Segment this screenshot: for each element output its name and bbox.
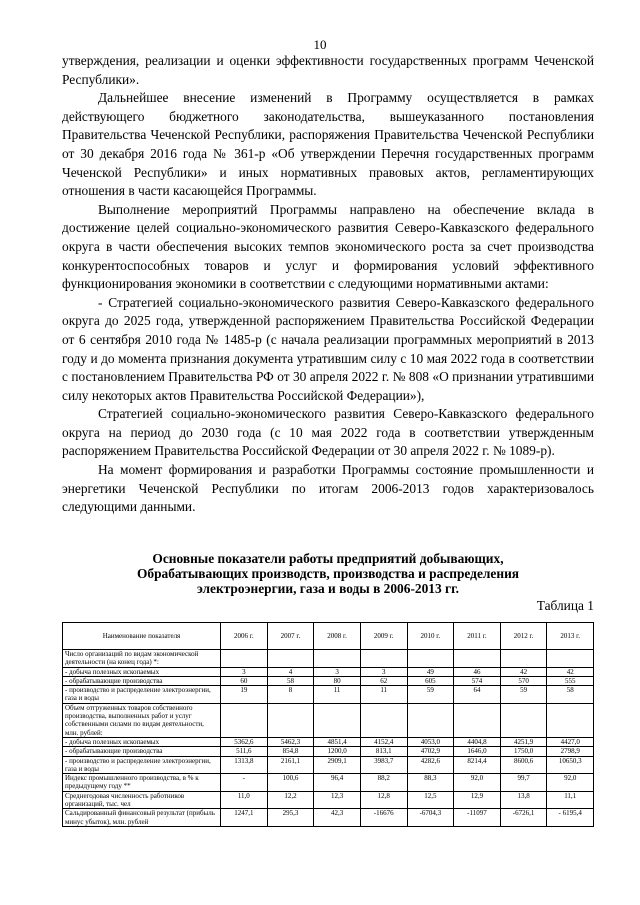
row-label: - добыча полезных ископаемых [63, 737, 221, 746]
table-cell: 1646,0 [454, 747, 501, 756]
table-row [63, 791, 594, 809]
column-header-year: 2007 г. [267, 623, 314, 650]
table-cell: 92,0 [454, 774, 501, 792]
table-cell: 605 [407, 676, 454, 685]
table-header-row [63, 623, 594, 650]
table-cell: 1200,0 [314, 747, 361, 756]
row-label: Число организаций по видам экономической деятельности (на конец года) *: [63, 650, 221, 668]
table-cell: 96,4 [314, 774, 361, 792]
table-cell: 2161,1 [267, 756, 314, 774]
row-label: - добыча полезных ископаемых [63, 667, 221, 676]
table-cell: 88,3 [407, 774, 454, 792]
table-cell: 3983,7 [360, 756, 407, 774]
table-cell: 8600,6 [500, 756, 547, 774]
column-header-year: 2006 г. [221, 623, 268, 650]
table-cell: 570 [500, 676, 547, 685]
table-row [63, 756, 594, 774]
table-cell: 4251,9 [500, 737, 547, 746]
table-cell: 4 [267, 667, 314, 676]
table-cell: 854,8 [267, 747, 314, 756]
table-cell: 100,6 [267, 774, 314, 792]
table-cell: 5462,3 [267, 737, 314, 746]
table-cell: 1313,8 [221, 756, 268, 774]
table-row [63, 667, 594, 676]
table-cell [547, 703, 594, 737]
table-cell: 58 [267, 676, 314, 685]
column-header-year: 2009 г. [360, 623, 407, 650]
table-cell: -16676 [360, 809, 407, 827]
table-cell: 49 [407, 667, 454, 676]
table-cell [267, 650, 314, 668]
table-cell: 8214,4 [454, 756, 501, 774]
table-cell [454, 703, 501, 737]
table-caption: Таблица 1 [536, 598, 594, 613]
table-row [63, 809, 594, 827]
table-cell: 1750,0 [500, 747, 547, 756]
table-cell: 92,0 [547, 774, 594, 792]
table-title-line: электроэнергии, газа и воды в 2006-2013 гг. [196, 581, 460, 596]
table-cell: 813,1 [360, 747, 407, 756]
table-cell: 4702,9 [407, 747, 454, 756]
table-cell: 88,2 [360, 774, 407, 792]
table-cell [314, 650, 361, 668]
paragraph: На момент формирования и разработки Программы состояние промышленности и энергетики Чеченской Республики по итогам 2006-2013 годов характеризовалось следующими данными. [62, 462, 594, 515]
paragraph: Выполнение мероприятий Программы направлено на обеспечение вклада в достижение целей социально-экономического развития Северо-Кавказского федерального округа в части обеспечения высоких темпов экономического роста за счет производства конкурентоспособных товаров и услуг и формирования условий эффективного функционирования экономики в соответствии с следующими нормативными актами: [62, 201, 594, 292]
paragraph: - Стратегией социально-экономического развития Северо-Кавказского федерального округа до 2025 года, утвержденной распоряжением Правительства Российской Федерации от 6 сентября 2010 года № 1485-р (с начала реализации программных мероприятий в 2013 году и до момента признания документа утратившим силу с 10 мая 2022 года в соответствии с постановлением Правительства РФ от 30 апреля 2022 г. № 808 «О признании утратившими силу некоторых актов Правительства Российской Федерации»), [62, 294, 594, 403]
table-cell: 4427,0 [547, 737, 594, 746]
table-cell: 60 [221, 676, 268, 685]
table-cell [360, 703, 407, 737]
table-cell [500, 650, 547, 668]
column-header-year: 2013 г. [547, 623, 594, 650]
table-cell: 42 [500, 667, 547, 676]
row-label: - производство и распределение электроэнергии, газа и воды [63, 756, 221, 774]
table-cell: 4851,4 [314, 737, 361, 746]
table-cell: 12,9 [454, 791, 501, 809]
table-cell: 62 [360, 676, 407, 685]
table-cell: 8 [267, 686, 314, 704]
indicators-table [62, 622, 594, 827]
table-cell [407, 703, 454, 737]
table-cell: 99,7 [500, 774, 547, 792]
table-title-line: Основные показатели работы предприятий добывающих, [152, 551, 504, 566]
table-cell: 12,5 [407, 791, 454, 809]
table-cell: 13,8 [500, 791, 547, 809]
table-cell [221, 703, 268, 737]
paragraph: Стратегией социально-экономического развития Северо-Кавказского федерального округа на период до 2030 года (с 10 мая 2022 года в соответствии утвержденным распоряжением Правительства Российской Федерации от 30 апреля 2022 г. № 1089-р). [62, 406, 594, 459]
column-header-year: 2010 г. [407, 623, 454, 650]
table-row [63, 650, 594, 668]
table-row [63, 676, 594, 685]
table-cell [407, 650, 454, 668]
column-header-indicator: Наименование показателя [63, 623, 221, 650]
table-cell: 4282,6 [407, 756, 454, 774]
table-title-line: Обрабатывающих производств, производства и распределения [136, 566, 520, 581]
table-cell: 2798,9 [547, 747, 594, 756]
table-cell: 46 [454, 667, 501, 676]
table-cell: 5362,6 [221, 737, 268, 746]
table-cell: 59 [500, 686, 547, 704]
table-cell [267, 703, 314, 737]
page-number: 10 [313, 37, 327, 52]
table-cell [314, 703, 361, 737]
table-cell: 3 [314, 667, 361, 676]
table-cell: 574 [454, 676, 501, 685]
table-cell: 80 [314, 676, 361, 685]
row-label: - обрабатывающие производства [63, 676, 221, 685]
table-cell: 295,3 [267, 809, 314, 827]
row-label: - обрабатывающие производства [63, 747, 221, 756]
table-cell: 64 [454, 686, 501, 704]
table-cell: 11,1 [547, 791, 594, 809]
table-cell: 511,6 [221, 747, 268, 756]
table-cell: 4152,4 [360, 737, 407, 746]
table-cell: 12,2 [267, 791, 314, 809]
table-cell: 3 [360, 667, 407, 676]
table-title [62, 551, 594, 596]
table-cell: 2909,1 [314, 756, 361, 774]
table-cell: 10650,3 [547, 756, 594, 774]
row-label: Сальдированный финансовый результат (прибыль минус убыток), млн. рублей [63, 809, 221, 827]
column-header-year: 2008 г. [314, 623, 361, 650]
table-row [63, 686, 594, 704]
row-label: Объем отгруженных товаров собственного производства, выполненных работ и услуг собственными силами по видам деятельности, млн. рублей: [63, 703, 221, 737]
table-cell: 3 [221, 667, 268, 676]
table-cell: -11097 [454, 809, 501, 827]
table-cell: 11 [314, 686, 361, 704]
row-label: - производство и распределение электроэнергии, газа и воды [63, 686, 221, 704]
table-cell [547, 650, 594, 668]
table-cell: -6704,3 [407, 809, 454, 827]
table-cell: 42,3 [314, 809, 361, 827]
paragraph: утверждения, реализации и оценки эффективности государственных программ Чеченской Республики». [62, 53, 594, 87]
table-cell: 555 [547, 676, 594, 685]
row-label: Индекс промышленного производства, в % к предыдущему году ** [63, 774, 221, 792]
table-cell: 58 [547, 686, 594, 704]
column-header-year: 2012 г. [500, 623, 547, 650]
table-cell: 4053,0 [407, 737, 454, 746]
table-cell [500, 703, 547, 737]
table-cell: 11,0 [221, 791, 268, 809]
table-row [63, 737, 594, 746]
table-cell [454, 650, 501, 668]
table-cell [360, 650, 407, 668]
table-cell: 42 [547, 667, 594, 676]
table-cell: 4404,8 [454, 737, 501, 746]
table-cell: 12,8 [360, 791, 407, 809]
table-row [63, 747, 594, 756]
table-cell: 19 [221, 686, 268, 704]
table-cell: - 6195,4 [547, 809, 594, 827]
table-row [63, 774, 594, 792]
column-header-year: 2011 г. [454, 623, 501, 650]
row-label: Среднегодовая численность работников организаций, тыс. чел [63, 791, 221, 809]
table-cell [221, 650, 268, 668]
body-text [62, 52, 594, 517]
table-cell: 12,3 [314, 791, 361, 809]
table-cell: -6726,1 [500, 809, 547, 827]
table-row [63, 703, 594, 737]
table-cell: 11 [360, 686, 407, 704]
table-cell: 1247,1 [221, 809, 268, 827]
paragraph: Дальнейшее внесение изменений в Программу осуществляется в рамках действующего бюджетного законодательства, вышеуказанного постановления Правительства Чеченской Республики, распоряжения Правительства Чеченской Республики от 30 декабря 2016 года № 361-р «Об утверждении Перечня государственных программ Чеченской Республики» и иных нормативных правовых актов, регламентирующих отношения в части касающейся Программы. [62, 90, 594, 199]
table-cell: - [221, 774, 268, 792]
table-cell: 59 [407, 686, 454, 704]
